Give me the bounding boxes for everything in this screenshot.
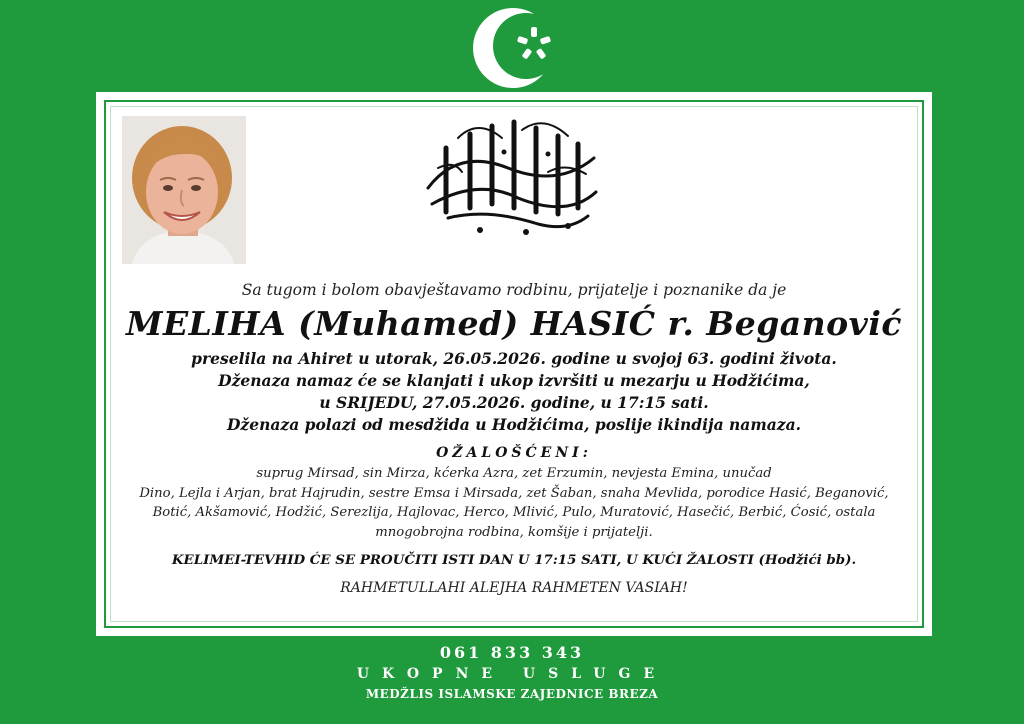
detail-line: preselila na Ahiret u utorak, 26.05.2026. godine u svojoj 63. godini života. [191, 349, 837, 368]
phone-number: 061 833 343 [439, 643, 585, 662]
obituary-card [96, 92, 932, 636]
deceased-name: MELIHA (Muhamed) HASIĆ r. Beganović [126, 304, 902, 343]
detail-line: u SRIJEDU, 27.05.2026. godine, u 17:15 sati. [319, 393, 709, 412]
mourners-title: OŽALOŠĆENI: [436, 445, 592, 461]
organization-name: MEDŽLIS ISLAMSKE ZAJEDNICE BREZA [365, 687, 659, 701]
mourners-line: suprug Mirsad, sin Mirza, kćerka Azra, zet Erzumin, nevjesta Emina, unučad [256, 466, 772, 481]
prayer-line: RAHMETULLAHI ALEJHA RAHMETEN VASIAH! [340, 580, 688, 596]
detail-line: Dženaza namaz će se klanjati i ukop izvršiti u mezarju u Hodžićima, [218, 371, 810, 390]
intro-text: Sa tugom i bolom obavještavamo rodbinu, prijatelje i poznanike da je [241, 281, 787, 299]
mourners-line: mnogobrojna rodbina, komšije i prijatelji. [375, 524, 653, 540]
mourners-line: Botić, Akšamović, Hodžić, Serezlija, Hajlovac, Herco, Mlivić, Pulo, Muratović, Hasečić, Berbić, Ćosić, ostala [152, 505, 876, 520]
detail-line: Dženaza polazi od mesdžida u Hodžićima, poslije ikindija namaza. [226, 415, 802, 434]
mourners-line: Dino, Lejla i Arjan, brat Hajrudin, sestre Emsa i Mirsada, zet Šaban, snaha Mevlida, porodice Hasić, Beganović, [139, 485, 889, 501]
arabic-calligraphy [418, 108, 604, 240]
funeral-services-label: UKOPNE USLUGE [356, 666, 668, 682]
kelimei-tevhid-notice: KELIMEI-TEVHID ĆE SE PROUČITI ISTI DAN U 17:15 SATI, U KUĆI ŽALOSTI (Hodžići bb). [171, 552, 857, 568]
notice-text [116, 280, 912, 598]
crescent-star-icon [470, 6, 560, 90]
portrait-photo [122, 116, 246, 264]
